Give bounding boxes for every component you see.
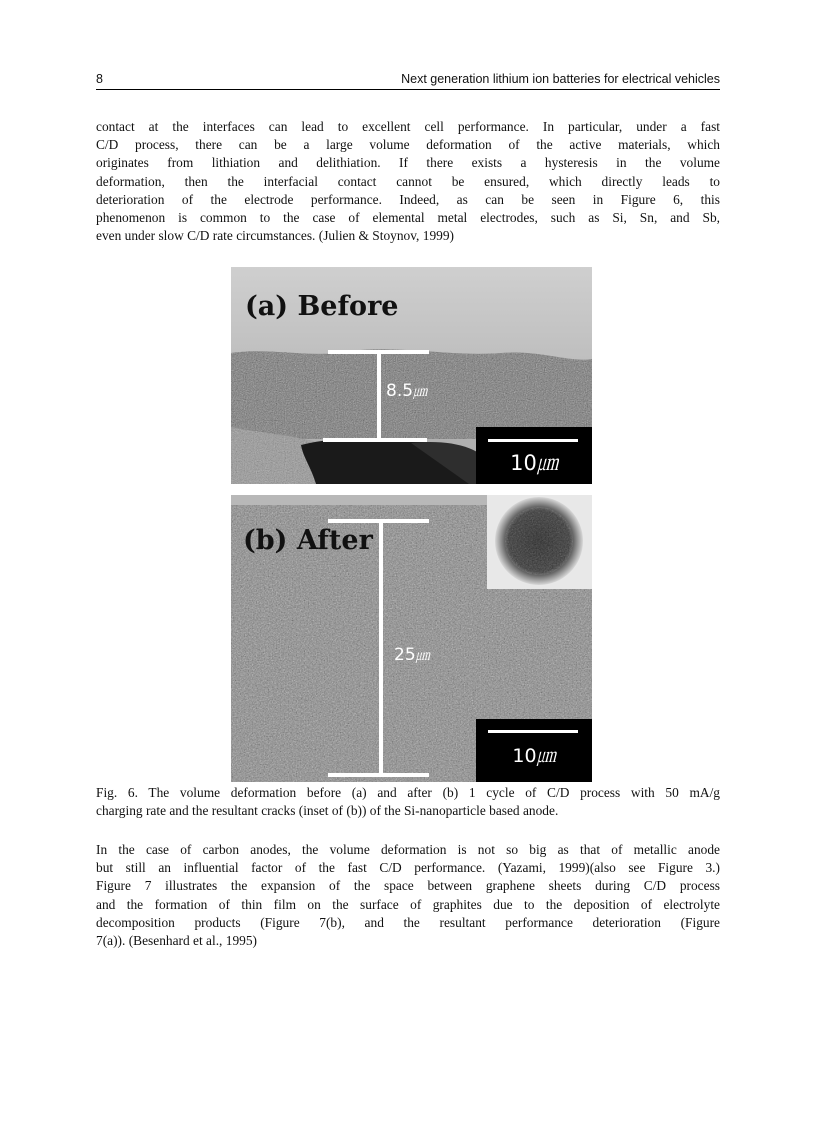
- thickness-unit-before: ㎛: [413, 384, 428, 400]
- running-title: Next generation lithium ion batteries for electrical vehicles: [401, 72, 720, 86]
- thickness-unit-after: ㎛: [415, 648, 430, 664]
- caption-line: charging rate and the resultant cracks (inset of (b)) of the Si-nanoparticle based anode.: [96, 803, 559, 819]
- scale-bar-line: [488, 730, 578, 733]
- text-line: deterioration of the electrode performance. Indeed, as can be seen in Figure 6, this: [96, 191, 720, 207]
- panel-label-before: (a) Before: [245, 291, 399, 322]
- scale-bar-after: [476, 719, 592, 782]
- caption-line: Fig. 6. The volume deformation before (a) and after (b) 1 cycle of C/D process with 50 mA/g: [96, 785, 720, 800]
- scale-bar-before: [476, 427, 592, 484]
- text-line: even under slow C/D rate circumstances. (Julien & Stoynov, 1999): [96, 228, 454, 244]
- text-line: originates from lithiation and delithiation. If there exists a hysteresis in the volume: [96, 155, 720, 171]
- scale-bar-label: 10㎛: [510, 451, 558, 475]
- text-line: C/D process, there can be a large volume deformation of the active materials, which: [96, 137, 720, 153]
- text-line: 7(a)). (Besenhard et al., 1995): [96, 933, 257, 949]
- thickness-value-after: 25: [394, 645, 416, 665]
- text-line: and the formation of thin film on the surface of graphites due to the deposition of electrolyte: [96, 896, 720, 912]
- text-line: In the case of carbon anodes, the volume deformation is not so big as that of metallic anode: [96, 842, 720, 857]
- page-number: 8: [96, 72, 103, 86]
- scale-bar-label: 10㎛: [512, 745, 556, 767]
- thickness-label-before: [386, 381, 427, 401]
- text-line: contact at the interfaces can lead to excellent cell performance. In particular, under a fast: [96, 119, 720, 134]
- thickness-value-before: 8.5: [386, 381, 414, 401]
- figure-6: [231, 267, 592, 782]
- text-line: but still an influential factor of the fast C/D performance. (Yazami, 1999)(also see Figure 3.): [96, 860, 720, 876]
- paragraph-intro: [96, 118, 720, 245]
- sem-panel-before: [231, 267, 592, 484]
- scale-bar-line: [488, 439, 578, 442]
- paragraph-carbon-anodes: [96, 841, 720, 950]
- panel-label-after: (b) After: [243, 525, 373, 556]
- thickness-label-after: [394, 645, 430, 665]
- text-line: decomposition products (Figure 7(b), and the resultant performance deterioration (Figure: [96, 914, 720, 930]
- sem-panel-after: [231, 495, 592, 782]
- text-line: Figure 7 illustrates the expansion of the space between graphene sheets during C/D process: [96, 878, 720, 894]
- text-line: deformation, then the interfacial contact cannot be ensured, which directly leads to: [96, 173, 720, 189]
- running-header: [96, 71, 720, 90]
- text-line: phenomenon is common to the case of elemental metal electrodes, such as Si, Sn, and Sb,: [96, 210, 720, 226]
- figure-caption: [96, 784, 720, 820]
